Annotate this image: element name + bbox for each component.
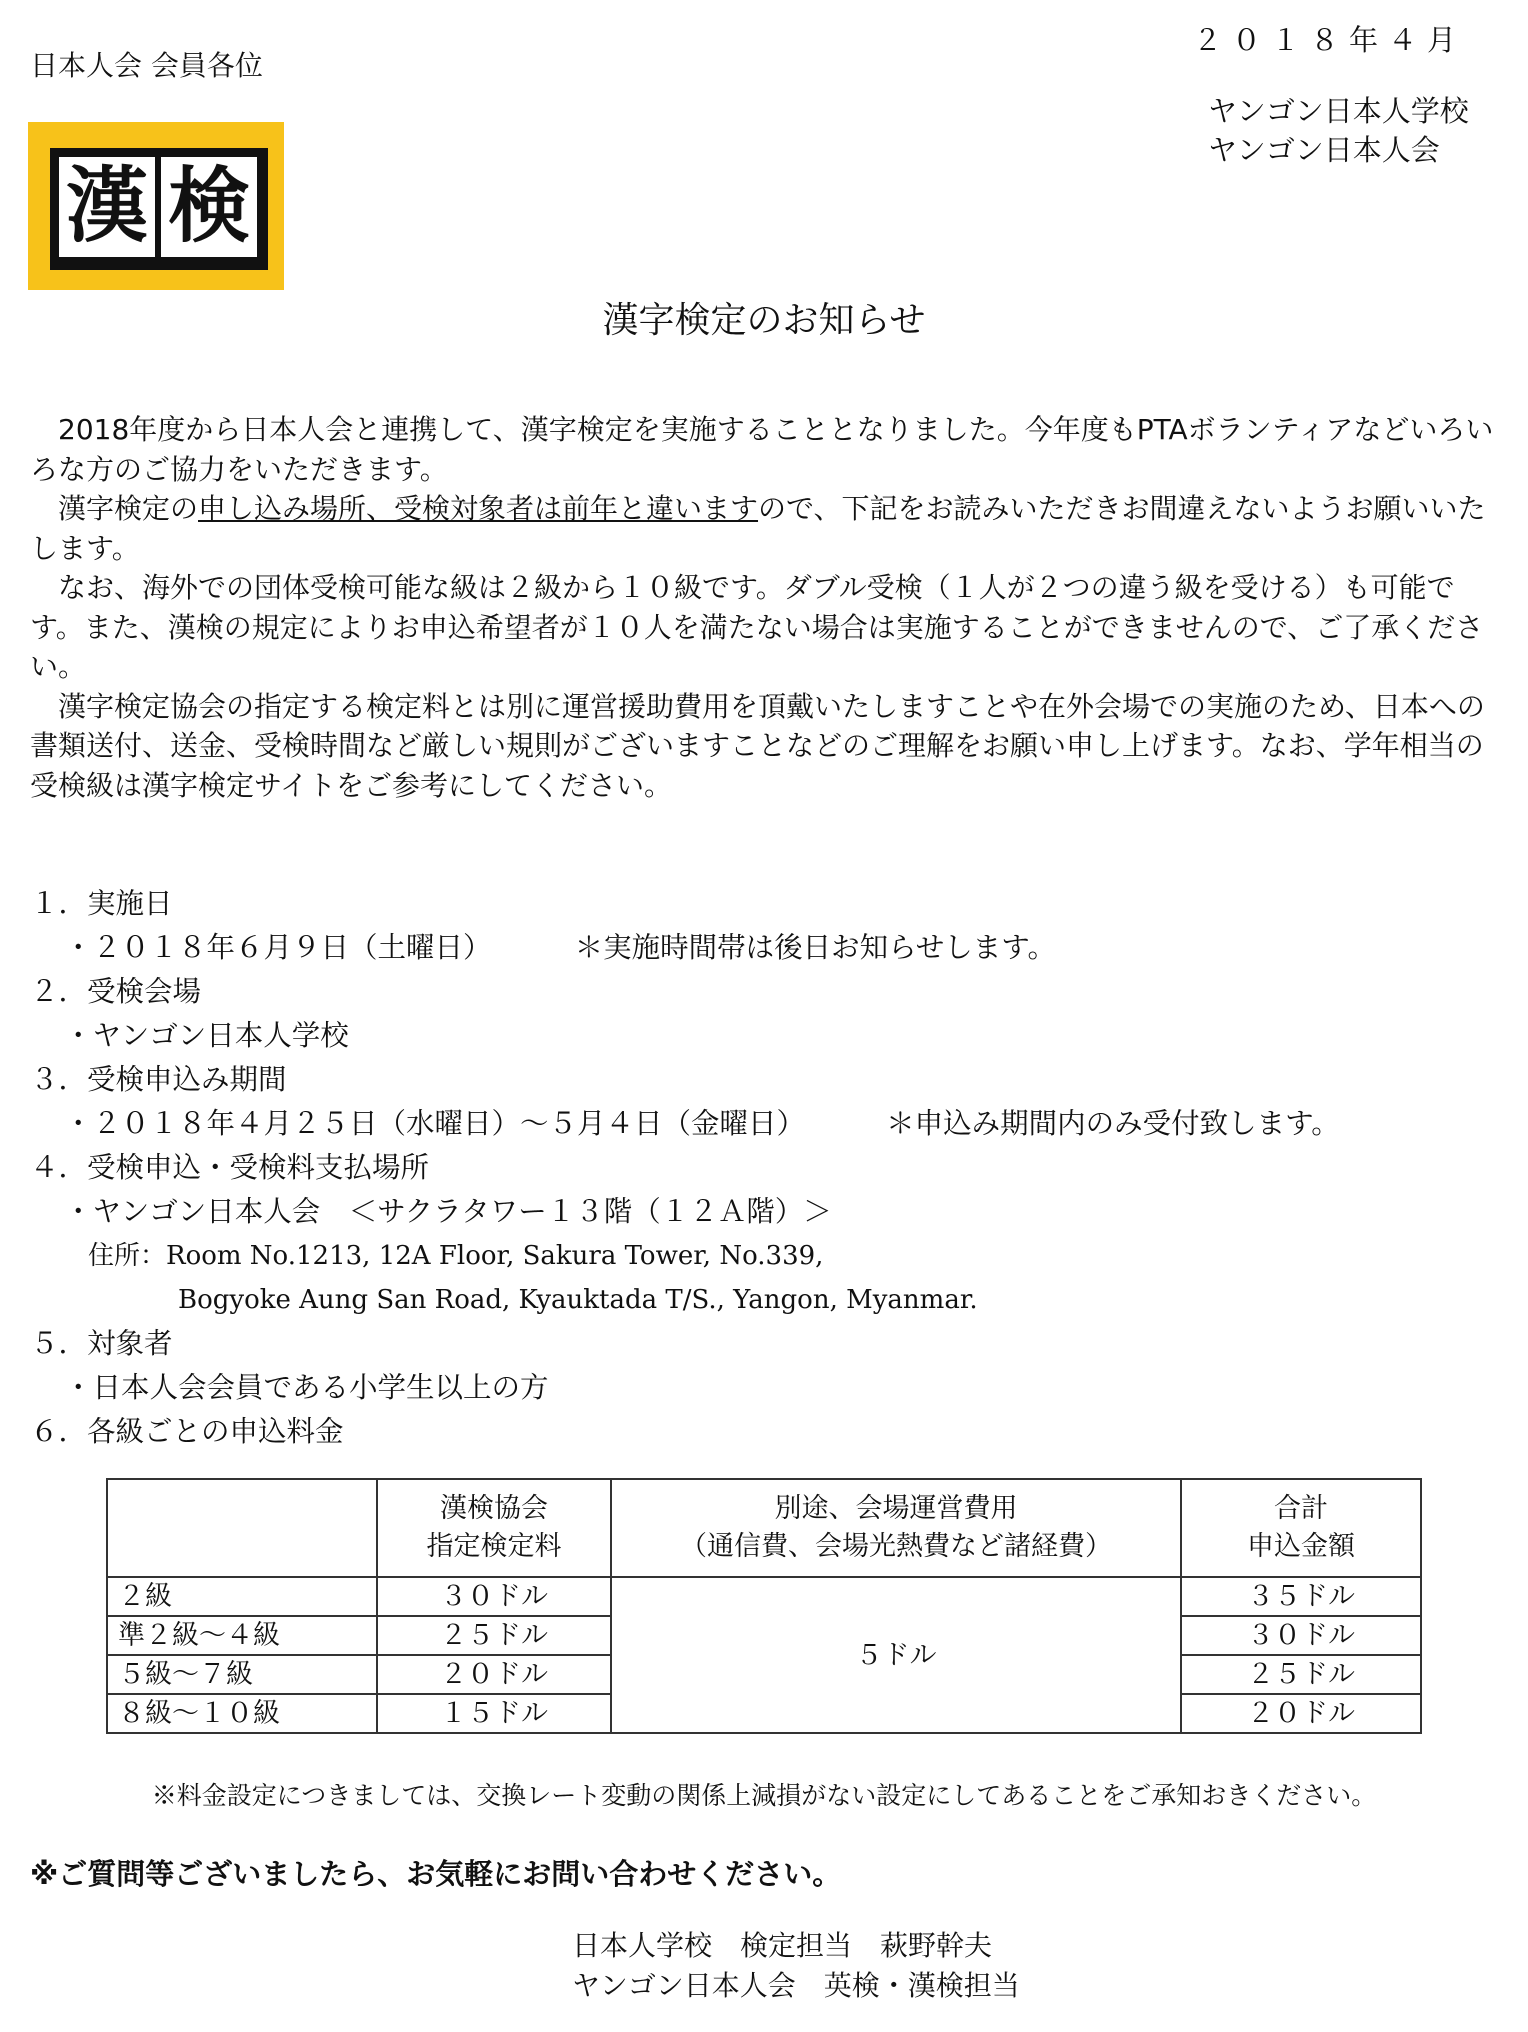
official-fee-cell: ３０ドル — [377, 1577, 611, 1616]
inquiry-note: ※ご質問等ございましたら、お気軽にお問い合わせください。 — [30, 1857, 842, 1891]
intro-p2-post: ので、下記をお読みいただきお間違えないようお願いいたします。 — [30, 492, 1486, 565]
grade-cell: ５級～７級 — [107, 1655, 377, 1694]
venue-fee-cell: ５ドル — [611, 1577, 1181, 1733]
address-line-2: Bogyoke Aung San Road, Kyauktada T/S., Yangon, Myanmar. — [178, 1285, 978, 1315]
total-cell: ３５ドル — [1181, 1577, 1421, 1616]
logo-char-kan: 漢 — [59, 157, 155, 257]
header-grade — [107, 1479, 377, 1577]
application-period: ・２０１８年４月２５日（水曜日）～５月４日（金曜日） — [64, 1107, 806, 1140]
intro-text — [30, 410, 1500, 805]
intro-paragraph-1: 2018年度から日本人会と連携して、漢字検定を実施することとなりました。今年度もPTAボランティアなどいろいろな方のご協力をいただきます。 — [30, 413, 1494, 486]
total-cell: ２５ドル — [1181, 1655, 1421, 1694]
section-item-date — [30, 926, 1500, 970]
section-heading-period: ３．受検申込み期間 — [30, 1063, 287, 1096]
section-heading-place: ４．受検申込・受検料支払場所 — [30, 1151, 430, 1184]
signer-block — [572, 1926, 1020, 2006]
header-official-fee-line-1: 漢検協会 — [440, 1493, 548, 1524]
intro-paragraph-4: 漢字検定協会の指定する検定料とは別に運営援助費用を頂戴いたしますことや在外会場での実施のため、日本への書類送付、送金、受検時間など厳しい規則がございますことなどのご理解をお願い申し上げます。なお、学年相当の受検級は漢字検定サイトをご参考にしてください。 — [30, 689, 1485, 802]
header-venue-fee — [611, 1479, 1181, 1577]
official-fee-cell: １５ドル — [377, 1694, 611, 1733]
header-venue-fee-line-1: 別途、会場運営費用 — [774, 1493, 1018, 1524]
grade-cell: ２級 — [107, 1577, 377, 1616]
fee-footnote: ※料金設定につきましては、交換レート変動の関係上減損がない設定にしてあることをご承知おきください。 — [151, 1781, 1377, 1810]
grade-cell: ８級～１０級 — [107, 1694, 377, 1733]
table-row — [107, 1577, 1421, 1616]
grade-cell: 準２級～４級 — [107, 1616, 377, 1655]
address-line-1: 住所：Room No.1213, 12A Floor, Sakura Tower, No.339, — [88, 1241, 824, 1271]
details-sections — [30, 882, 1500, 1454]
header-official-fee-line-2: 指定検定料 — [426, 1531, 562, 1562]
section-heading-fees: ６．各級ごとの申込料金 — [30, 1415, 344, 1448]
intro-p2-underlined: 申し込み場所、受検対象者は前年と違います — [198, 492, 759, 525]
header-total-line-2: 申込金額 — [1247, 1531, 1355, 1562]
official-fee-cell: ２０ドル — [377, 1655, 611, 1694]
issue-date: ２０１８年４月 — [1192, 23, 1466, 57]
exam-time-note: ＊実施時間帯は後日お知らせします。 — [574, 931, 1056, 964]
section-heading-eligibility: ５．対象者 — [30, 1327, 173, 1360]
kanken-logo — [28, 122, 284, 290]
application-place: ・ヤンゴン日本人会 ＜サクラタワー１３階（１２Ａ階）＞ — [64, 1195, 832, 1228]
intro-p2-pre: 漢字検定の — [58, 492, 199, 525]
section-item-period — [30, 1102, 1500, 1146]
section-heading-venue: ２．受検会場 — [30, 975, 202, 1008]
recipient-line: 日本人会 会員各位 — [30, 49, 263, 82]
header-total — [1181, 1479, 1421, 1577]
logo-char-ken: 検 — [161, 157, 257, 257]
header-official-fee — [377, 1479, 611, 1577]
exam-date: ・２０１８年６月９日（土曜日） — [64, 931, 492, 964]
issuer-block — [1208, 92, 1469, 170]
total-cell: ２０ドル — [1181, 1694, 1421, 1733]
total-cell: ３０ドル — [1181, 1616, 1421, 1655]
signer-association: ヤンゴン日本人会 英検・漢検担当 — [572, 1969, 1020, 2002]
fee-table-header — [107, 1479, 1421, 1577]
eligibility: ・日本人会会員である小学生以上の方 — [64, 1371, 549, 1404]
intro-paragraph-2 — [30, 489, 1500, 568]
issuer-school: ヤンゴン日本人学校 — [1208, 94, 1469, 128]
header-venue-fee-line-2: （通信費、会場光熱費など諸経費） — [680, 1531, 1112, 1562]
application-period-note: ＊申込み期間内のみ受付致します。 — [886, 1107, 1340, 1140]
exam-venue: ・ヤンゴン日本人学校 — [64, 1019, 349, 1052]
issuer-association: ヤンゴン日本人会 — [1208, 133, 1440, 167]
section-heading-date: １．実施日 — [30, 887, 173, 920]
logo-frame — [50, 148, 268, 270]
intro-paragraph-3: なお、海外での団体受検可能な級は２級から１０級です。ダブル受検（１人が２つの違う級を受ける）も可能です。また、漢検の規定によりお申込希望者が１０人を満たない場合は実施することができませんので、ご了承ください。 — [30, 571, 1484, 683]
fee-table — [106, 1478, 1422, 1734]
page-title: 漢字検定のお知らせ — [602, 300, 926, 341]
signer-school: 日本人学校 検定担当 萩野幹夫 — [572, 1929, 993, 1962]
official-fee-cell: ２５ドル — [377, 1616, 611, 1655]
header-total-line-1: 合計 — [1274, 1493, 1328, 1524]
